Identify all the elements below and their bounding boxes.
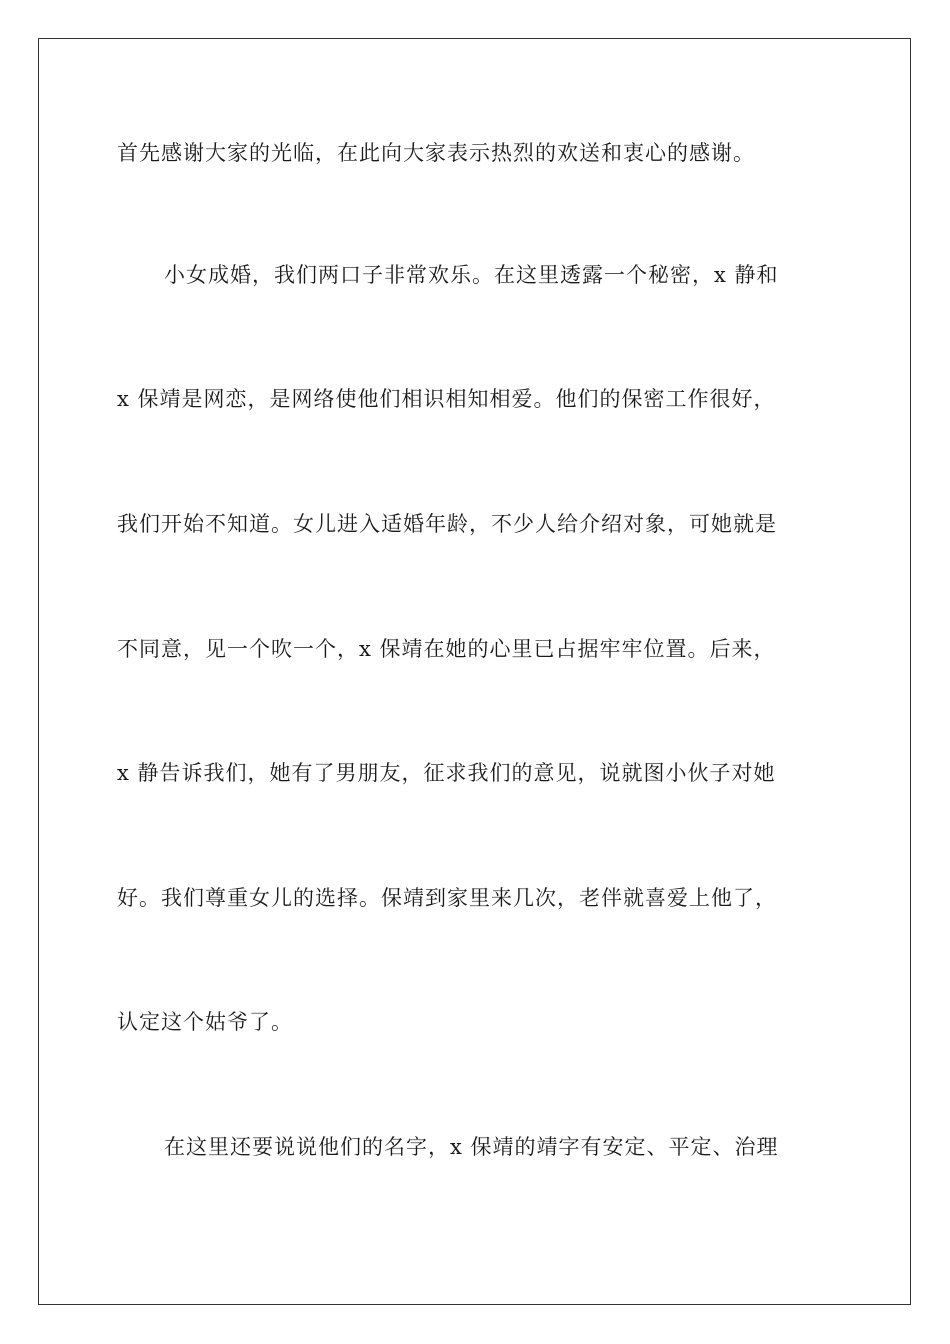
text-line: 首先感谢大家的光临，在此向大家表示热烈的欢送和衷心的感谢。 bbox=[117, 141, 755, 165]
text-line: 在这里还要说说他们的名字，x 保靖的靖字有安定、平定、治理 bbox=[164, 1135, 779, 1159]
text-line: 不同意，见一个吹一个，x 保靖在她的心里已占据牢牢位置。后来， bbox=[117, 637, 776, 661]
text-line: x 保靖是网恋，是网络使他们相识相知相爱。他们的保密工作很好， bbox=[117, 387, 776, 411]
text-line: 我们开始不知道。女儿进入适婚年龄，不少人给介绍对象，可她就是 bbox=[117, 512, 777, 536]
text-line: x 静告诉我们，她有了男朋友，征求我们的意见，说就图小伙子对她 bbox=[117, 761, 776, 785]
text-line: 好。我们尊重女儿的选择。保靖到家里来几次，老伴就喜爱上他了， bbox=[117, 886, 777, 910]
text-line: 认定这个姑爷了。 bbox=[117, 1010, 293, 1034]
text-line: 小女成婚，我们两口子非常欢乐。在这里透露一个秘密，x 静和 bbox=[164, 263, 779, 287]
page-border bbox=[38, 38, 911, 1305]
